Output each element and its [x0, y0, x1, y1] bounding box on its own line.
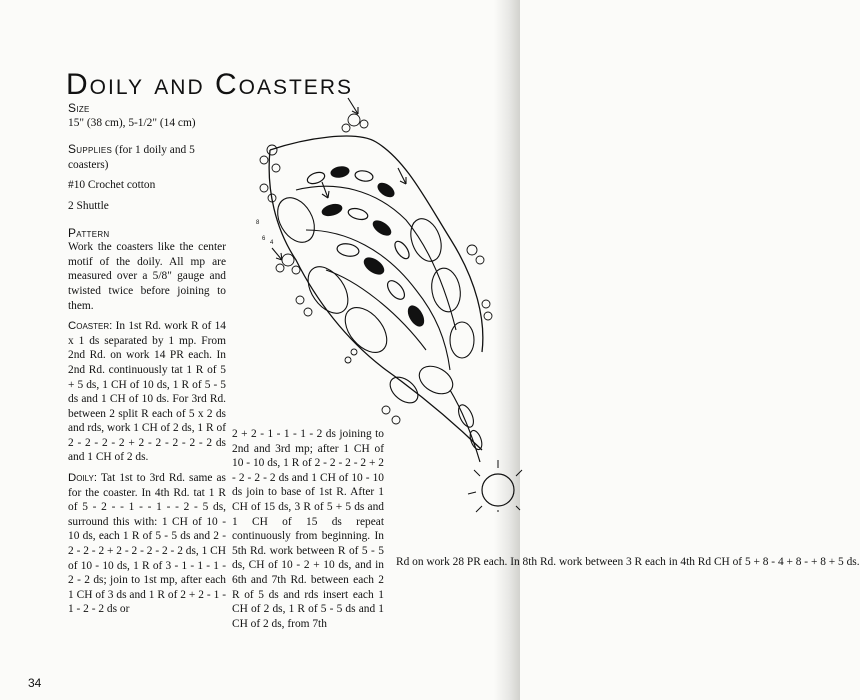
coaster-instructions	[68, 319, 226, 465]
supplies-paragraph	[68, 142, 226, 172]
doily-text-part-1: Tat 1st to 3rd Rd. same as for the coaster. In 4th Rd. tat 1 R of 5 - 2 - - 1 - - 1 - - 2 - 5 ds, surround this with: 1 CH of 10 - 10 ds, each 1 R of 5 - 5 ds and 2 - 2 - 2 - 2 + 2 - 2 - 2 - 2 - 2 ds, 1 CH of 10 - 10 ds, 1 R of 3 - 1 - 1 - 1 - 2 - 2 ds; join to 1st mp, after each 1 CH of 3 ds and 1 R of 2 + 2 - 1 - 1 - 2 - 2 ds or	[68, 472, 226, 616]
ring-motif	[306, 166, 427, 329]
svg-text:8: 8	[256, 220, 260, 226]
page-title: Doily and Coasters	[66, 68, 353, 102]
sun-center-motif	[468, 460, 522, 512]
svg-text:4: 4	[270, 240, 274, 246]
diagram-markers	[256, 220, 274, 246]
pattern-heading: Pattern	[68, 225, 110, 240]
size-heading: Size	[68, 101, 90, 115]
svg-text:6: 6	[262, 236, 266, 242]
arrow-icon	[322, 182, 329, 198]
doily-text-part-3: Rd on work 28 PR each. In 8th Rd. work between 3 R each in 4th Rd CH of 5 + 8 - 4 + 8 - + 8 + 5 ds.	[396, 556, 860, 568]
outer-loop-motif	[270, 191, 474, 408]
supplies-note: (for 1 doily and 5 coasters)	[68, 144, 195, 171]
doily-instructions	[68, 471, 226, 617]
coaster-text: In 1st Rd. work R of 14 x 1 ds separated by 1 mp. From 2nd Rd. on work 14 PR each. In 2nd Rd. continuously tat 1 R of 5 + 5 ds, 1 CH of 10 ds, 1 R of 5 - 5 ds and 1 CH of 10 ds. For 3rd Rd. between 2 split R each of 5 x 2 ds and rds, work 1 CH of 2 ds, 1 R of 2 - 2 - 2 - 2 + 2 - 2 - 2 - 2 - 2 ds and 1 CH of 2 ds.	[68, 320, 226, 464]
arrow-icon	[348, 98, 358, 114]
doily-label: Doily:	[68, 472, 98, 485]
arrow-icon	[398, 168, 406, 184]
doily-text-part-2: 2 + 2 - 1 - 1 - 1 - 2 ds joining to 2nd and 3rd mp; after 1 CH of 10 - 10 ds, 1 R of 2 - 2 - 2 - 2 + 2 - 2 - 2 - 2 ds and 1 CH of 10 - 10 ds join to base of 1st R. After 1 CH of 15 ds, 3 R of 5 + 5 ds and 1 CH of 15 ds repeat continuously from beginning. In 5th Rd. work between R of 5 - 5 ds, CH of 10 - 2 + 10 ds, and in 6th and 7th Rd. between each 2 R of 5 ds and rds insert each 1 CH of 2 ds, 1 R of 5 - 5 ds and 1 CH of 2 ds, from 7th	[232, 428, 384, 630]
coaster-label: Coaster:	[68, 320, 113, 333]
supply-item: #10 Crochet cotton	[68, 179, 156, 192]
tatting-pattern-diagram	[236, 90, 520, 510]
pattern-intro: Work the coasters like the center motif of the doily. All mp are measured over a 5/8" gauge and twisted twice before joining to them.	[68, 241, 226, 312]
size-text: 15" (38 cm), 5-1/2" (14 cm)	[68, 116, 196, 129]
supplies-heading: Supplies	[68, 142, 113, 157]
text-column-3	[396, 555, 860, 570]
arrow-icon	[272, 248, 282, 260]
supply-item: 2 Shuttle	[68, 199, 109, 212]
text-column-1	[68, 101, 226, 617]
page-number: 34	[28, 676, 42, 690]
